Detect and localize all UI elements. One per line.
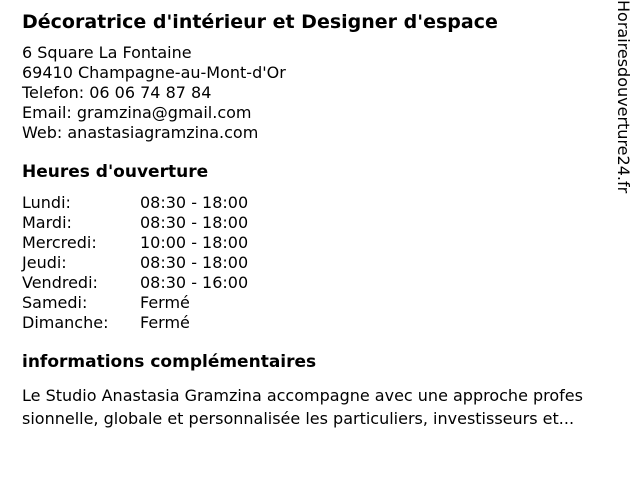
phone-value: 06 06 74 87 84 xyxy=(89,83,212,102)
phone-line xyxy=(22,83,610,103)
hours-row-monday xyxy=(22,193,610,213)
web-label: Web: xyxy=(22,123,63,142)
phone-label: Telefon: xyxy=(22,83,85,102)
web-line xyxy=(22,123,610,143)
additional-info-text xyxy=(22,384,610,430)
day-label: Vendredi: xyxy=(22,273,98,292)
contact-block xyxy=(22,43,610,143)
info-text-line: Le Studio Anastasia Gramzina accompagne avec une approche profes xyxy=(22,386,583,405)
day-label: Lundi: xyxy=(22,193,71,212)
day-hours: Fermé xyxy=(140,293,190,312)
hours-row-saturday xyxy=(22,293,610,313)
info-text-line: sionnelle, globale et personnalisée les particuliers, investisseurs et... xyxy=(22,409,575,428)
day-label: Dimanche: xyxy=(22,313,109,332)
additional-info-heading: informations complémentaires xyxy=(22,352,317,372)
opening-hours-heading: Heures d'ouverture xyxy=(22,162,209,182)
day-hours: Fermé xyxy=(140,313,190,332)
hours-row-wednesday xyxy=(22,233,610,253)
opening-hours-table xyxy=(22,193,610,333)
day-hours: 08:30 - 16:00 xyxy=(140,273,249,292)
hours-row-friday xyxy=(22,273,610,293)
day-hours: 08:30 - 18:00 xyxy=(140,193,249,212)
hours-row-sunday xyxy=(22,313,610,333)
web-value: anastasiagramzina.com xyxy=(67,123,259,142)
day-hours: 08:30 - 18:00 xyxy=(140,253,249,272)
site-watermark: Horairesdouverture24.fr xyxy=(614,0,633,194)
hours-row-tuesday xyxy=(22,213,610,233)
day-hours: 10:00 - 18:00 xyxy=(140,233,249,252)
address-line-2: 69410 Champagne-au-Mont-d'Or xyxy=(22,63,286,82)
email-label: Email: xyxy=(22,103,72,122)
day-label: Samedi: xyxy=(22,293,88,312)
day-hours: 08:30 - 18:00 xyxy=(140,213,249,232)
day-label: Mardi: xyxy=(22,213,72,232)
email-value: gramzina@gmail.com xyxy=(76,103,252,122)
day-label: Jeudi: xyxy=(22,253,67,272)
page-title: Décoratrice d'intérieur et Designer d'espace xyxy=(22,11,498,33)
address-line-1: 6 Square La Fontaine xyxy=(22,43,192,62)
day-label: Mercredi: xyxy=(22,233,97,252)
email-line xyxy=(22,103,610,123)
hours-row-thursday xyxy=(22,253,610,273)
